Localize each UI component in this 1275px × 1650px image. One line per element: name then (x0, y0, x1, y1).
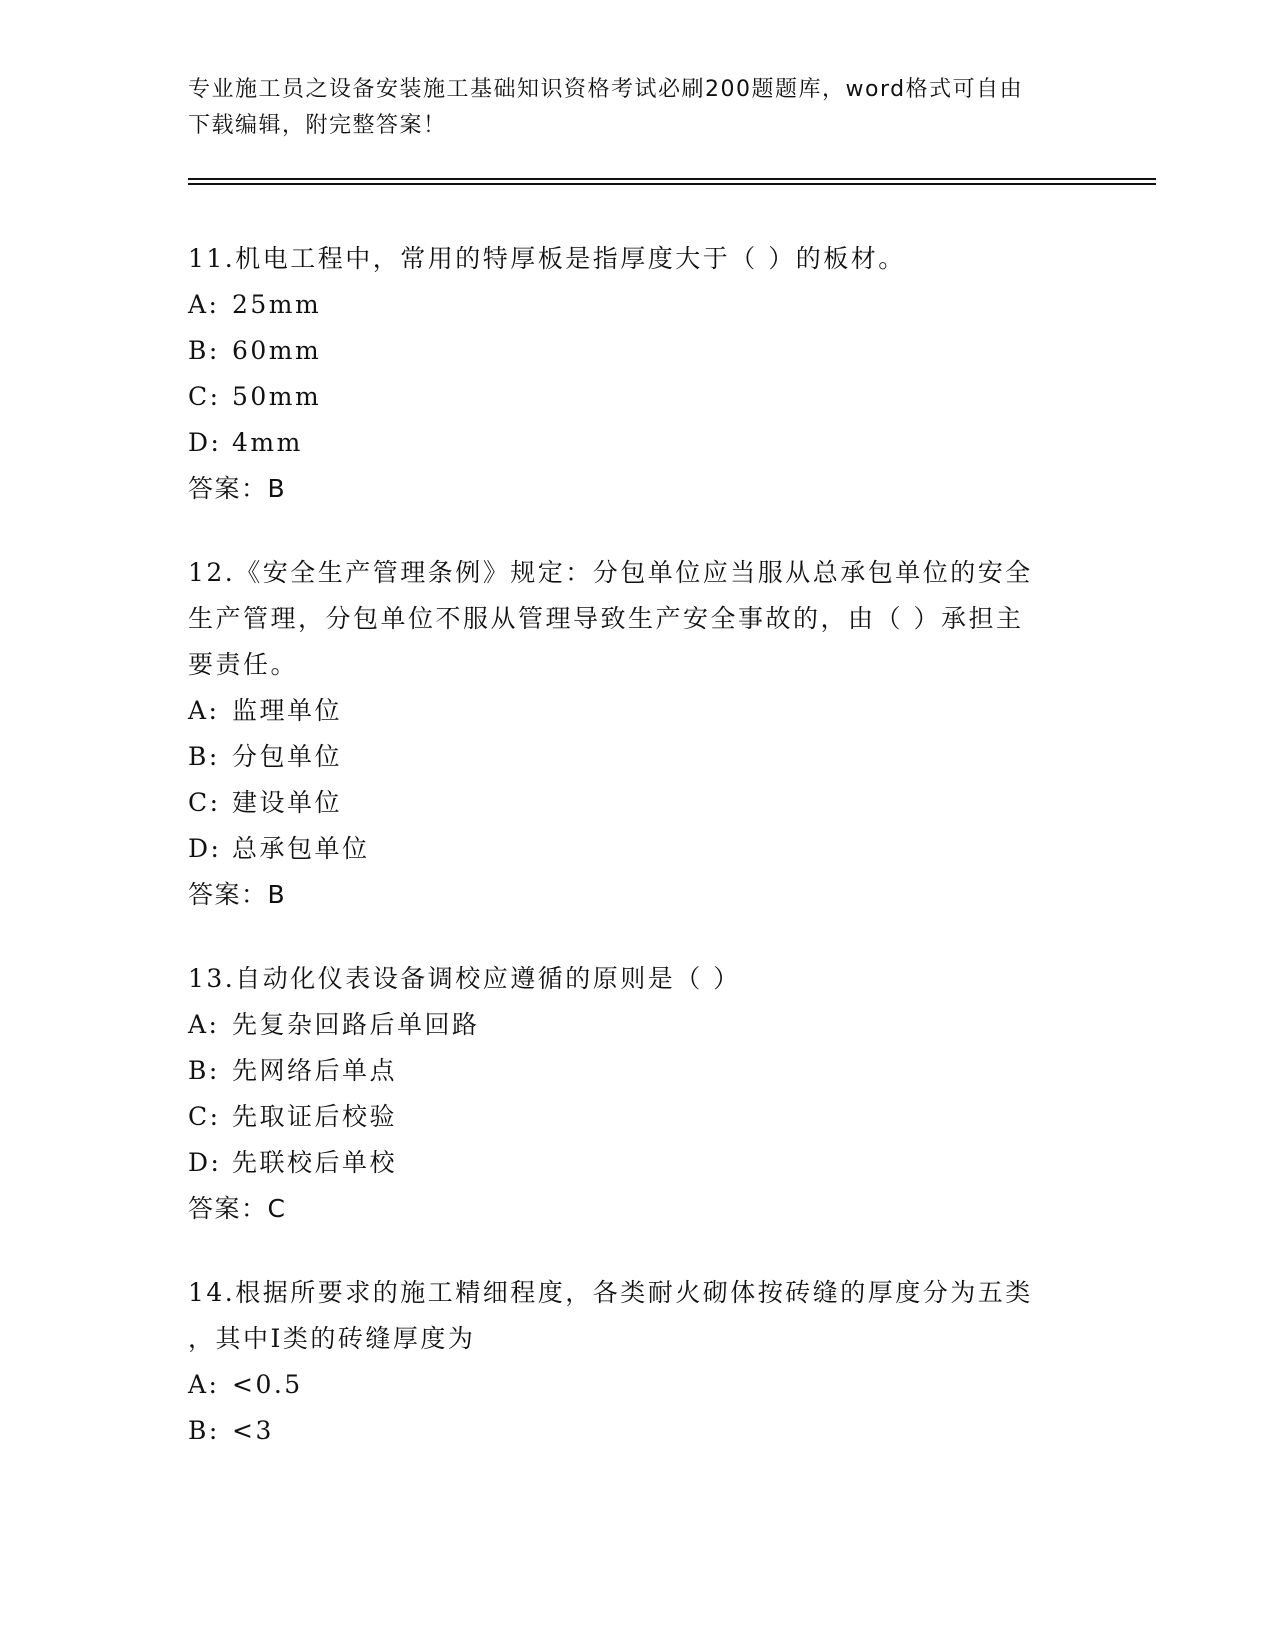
question-block (188, 236, 1088, 512)
option-key: B: (188, 1056, 220, 1085)
answer-option (188, 420, 1088, 466)
answer-option (188, 1002, 1088, 1048)
header-line-1: 专业施工员之设备安装施工基础知识资格考试必刷200题题库，word格式可自由 (188, 77, 1024, 102)
question-text-line: 11.机电工程中，常用的特厚板是指厚度大于（ ）的板材。 (188, 244, 906, 273)
option-key: A: (188, 1370, 220, 1399)
answer-option (188, 1048, 1088, 1094)
option-text: 监理单位 (232, 696, 343, 725)
answer-option (188, 1362, 1088, 1408)
question-text-line: 生产管理，分包单位不服从管理导致生产安全事故的，由（ ）承担主 (188, 604, 1024, 633)
question-block (188, 956, 1088, 1232)
header-line-2: 下载编辑，附完整答案！ (188, 113, 447, 138)
answer-key: 答案：B (188, 880, 287, 909)
answer-option (188, 374, 1088, 420)
option-text: 先联校后单校 (232, 1148, 398, 1177)
answer-option (188, 282, 1088, 328)
question-text-line: 14.根据所要求的施工精细程度，各类耐火砌体按砖缝的厚度分为五类 (188, 1278, 1033, 1307)
answer-key: 答案：C (188, 1194, 287, 1223)
question-text-line: 13.自动化仪表设备调校应遵循的原则是（ ） (188, 964, 741, 993)
option-text: 总承包单位 (232, 834, 370, 863)
option-text: 先取证后校验 (232, 1102, 398, 1131)
option-key: D: (188, 428, 222, 457)
option-key: D: (188, 1148, 222, 1177)
answer-key: 答案：B (188, 474, 287, 503)
option-key: C: (188, 788, 221, 817)
option-key: C: (188, 1102, 221, 1131)
option-key: A: (188, 1010, 220, 1039)
question-block (188, 550, 1088, 918)
option-text: 分包单位 (232, 742, 343, 771)
option-text: 建设单位 (232, 788, 343, 817)
option-text: <0.5 (232, 1370, 303, 1399)
option-key: A: (188, 290, 220, 319)
answer-option (188, 688, 1088, 734)
option-key: A: (188, 696, 220, 725)
answer-option (188, 328, 1088, 374)
option-key: B: (188, 336, 220, 365)
option-text: 先复杂回路后单回路 (232, 1010, 480, 1039)
answer-option (188, 1408, 1088, 1454)
option-key: D: (188, 834, 222, 863)
question-list (188, 236, 1088, 1492)
option-text: 4mm (232, 428, 303, 457)
answer-option (188, 826, 1088, 872)
document-header (188, 72, 1088, 144)
answer-option (188, 1094, 1088, 1140)
answer-option (188, 1140, 1088, 1186)
header-divider-bottom (188, 183, 1156, 185)
option-text: 25mm (232, 290, 322, 319)
question-text-line: ，其中I类的砖缝厚度为 (188, 1324, 476, 1353)
question-block (188, 1270, 1088, 1454)
option-key: B: (188, 1416, 220, 1445)
option-key: C: (188, 382, 221, 411)
option-text: 60mm (232, 336, 322, 365)
answer-option (188, 734, 1088, 780)
question-text-line: 12.《安全生产管理条例》规定：分包单位应当服从总承包单位的安全 (188, 558, 1033, 587)
option-key: B: (188, 742, 220, 771)
header-divider-top (188, 178, 1156, 180)
question-text-line: 要责任。 (188, 650, 299, 679)
option-text: 先网络后单点 (232, 1056, 398, 1085)
option-text: 50mm (232, 382, 322, 411)
option-text: <3 (232, 1416, 274, 1445)
answer-option (188, 780, 1088, 826)
